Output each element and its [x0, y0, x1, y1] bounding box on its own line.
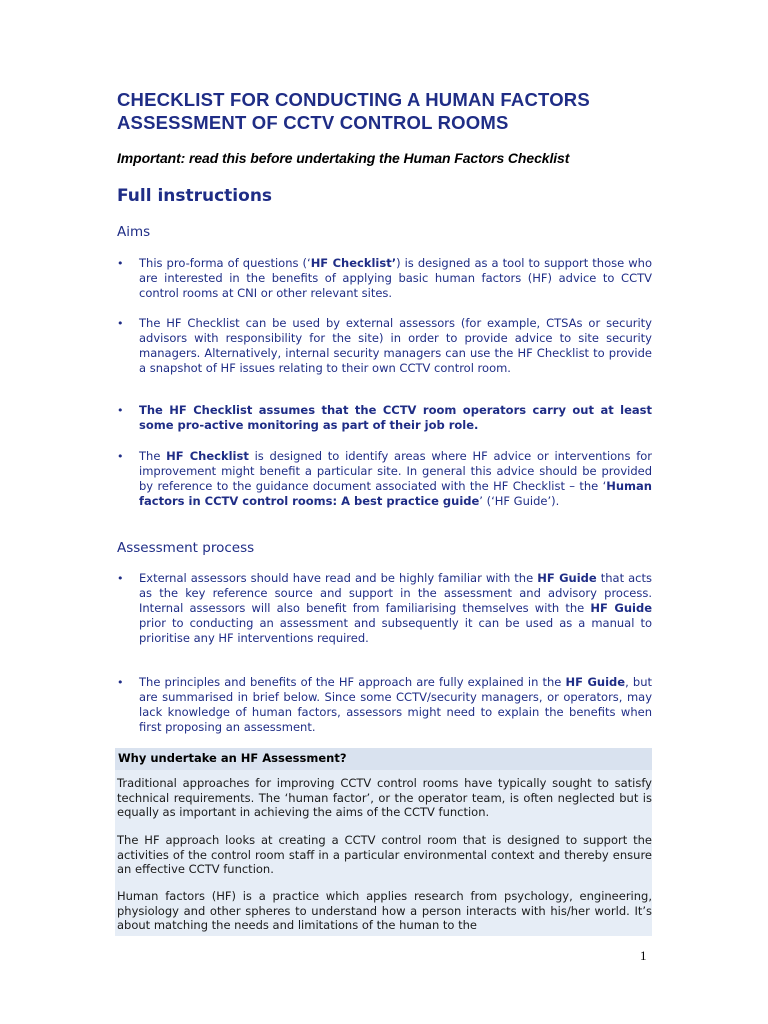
assessment-bullet-2: • The principles and benefits of the HF approach are fully explained in the HF Guide, but are summarised in brief below. Since some CCTV/security managers, or operators, may lack knowledge of human factors, assessors might need to explain the benefits when first proposing an assessment.: [117, 675, 652, 734]
assessment-bullet-1: • External assessors should have read and be highly familiar with the HF Guide that acts as the key reference source and support in the assessment and advisory process. Internal assessors will also benefit from familiarising themselves with the HF Guide prior to conducting an assessment and subsequently it can be used as a manual to prioritise any HF interventions required.: [117, 571, 652, 645]
why-paragraph-2: The HF approach looks at creating a CCTV control room that is designed to support the activities of the control room staff in a particular environmental context and thereby ensure an effective CCTV function.: [117, 833, 652, 876]
aims-bullet-4: • The HF Checklist is designed to identify areas where HF advice or interventions for improvement might benefit a particular site. In general this advice should be provided by reference to the guidance document associated with the HF Checklist – the ‘Human factors in CCTV control rooms: A best practice guide’ (‘HF Guide’).: [117, 449, 653, 508]
why-paragraph-3: Human factors (HF) is a practice which applies research from psychology, engineering, physiology and other spheres to understand how a person interacts with his/her world. It’s about matching the needs and limitations of the human to the: [117, 889, 652, 932]
bullet-icon: •: [117, 317, 124, 330]
why-paragraph-1: Traditional approaches for improving CCTV control rooms have typically sought to satisfy technical requirements. The ‘human factor’, or the operator team, is often neglected but is equally as important in achieving the aims of the CCTV function.: [117, 776, 652, 819]
document-title: CHECKLIST FOR CONDUCTING A HUMAN FACTORS ASSESSMENT OF CCTV CONTROL ROOMS: [117, 89, 590, 133]
full-instructions-heading: Full instructions: [117, 186, 273, 206]
aims-bullet-1: • This pro-forma of questions (‘HF Checklist’) is designed as a tool to support those who are interested in the benefits of applying basic human factors (HF) advice to CCTV control rooms at CNI or other relevant sites.: [117, 256, 652, 300]
bullet-icon: •: [117, 450, 124, 463]
bullet-icon: •: [117, 572, 124, 585]
why-box: [115, 770, 652, 936]
why-heading: Why undertake an HF Assessment?: [118, 751, 347, 765]
bullet-icon: •: [117, 676, 124, 689]
assessment-process-heading: Assessment process: [117, 540, 255, 556]
bullet-icon: •: [117, 257, 124, 270]
important-note: Important: read this before undertaking the Human Factors Checklist: [117, 150, 570, 166]
why-box-header: [115, 748, 652, 770]
aims-heading: Aims: [117, 224, 151, 240]
bullet-icon: •: [117, 404, 124, 417]
aims-bullet-3: • The HF Checklist assumes that the CCTV room operators carry out at least some pro-active monitoring as part of their job role.: [117, 403, 652, 432]
aims-bullet-2: • The HF Checklist can be used by external assessors (for example, CTSAs or security advisors with responsibility for the site) in order to provide advice to site security managers. Alternatively, internal security managers can use the HF Checklist to provide a snapshot of HF issues relating to their own CCTV control room.: [117, 316, 652, 375]
page-number: 1: [640, 948, 647, 963]
